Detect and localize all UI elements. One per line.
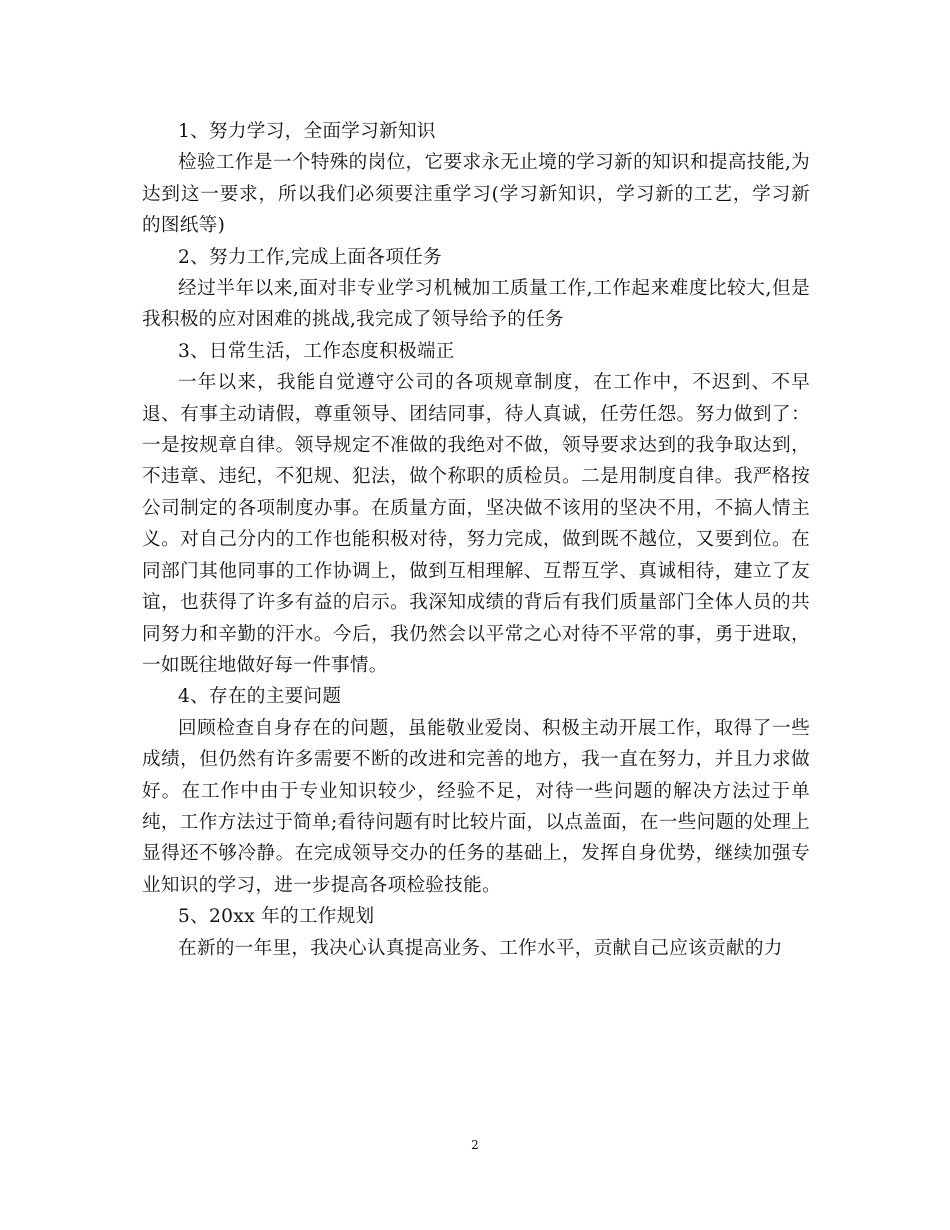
page-number: 2 [471,1138,479,1152]
section-heading-1: 1、努力学习，全面学习新知识 [178,121,436,142]
section-heading-3: 3、日常生活，工作态度积极端正 [178,340,455,362]
body-paragraph-1: 检验工作是一个特殊的岗位，它要求永无止境的学习新的知识和提高技能,为达到这一要求，所以我们必须要注重学习(学习新知识，学习新的工艺，学习新的图纸等) [142,152,810,237]
body-paragraph-3: 一年以来，我能自觉遵守公司的各项规章制度，在工作中，不迟到、不早退、有事主动请假，尊重领导、团结同事，待人真诚，任劳任怨。努力做到了：一是按规章自律。领导规定不准做的我绝对不做，领导要求达到的我争取达到，不违章、违纪，不犯规、犯法，做个称职的质检员。二是用制度自律。我严格按公司制定的各项制度办事。在质量方面，坚决做不该用的坚决不用，不搞人情主义。对自己分内的工作也能积极对待，努力完成，做到既不越位，又要到位。在同部门其他同事的工作协调上，做到互相理解、互帮互学、真诚相待，建立了友谊，也获得了许多有益的启示。我深知成绩的背后有我们质量部门全体人员的共同努力和辛勤的汗水。今后，我仍然会以平常之心对待不平常的事，勇于进取，一如既往地做好每一件事情。 [142,372,810,676]
body-paragraph-4: 回顾检查自身存在的问题，虽能敬业爱岗、积极主动开展工作，取得了一些成绩，但仍然有许多需要不断的改进和完善的地方，我一直在努力，并且力求做好。在工作中由于专业知识较少，经验不足，对待一些问题的解决方法过于单纯，工作方法过于简单;看待问题有时比较片面，以点盖面，在一些问题的处理上显得还不够冷静。在完成领导交办的任务的基础上，发挥自身优势，继续加强专业知识的学习，进一步提高各项检验技能。 [142,717,810,896]
document-body [142,116,810,964]
section-heading-2: 2、努力工作,完成上面各项任务 [178,246,442,268]
body-paragraph-2: 经过半年以来,面对非专业学习机械加工质量工作,工作起来难度比较大,但是我积极的应对困难的挑战,我完成了领导给予的任务 [142,278,810,331]
section-heading-4: 4、存在的主要问题 [178,686,342,708]
body-paragraph-5: 在新的一年里，我决心认真提高业务、工作水平，贡献自己应该贡献的力 [178,937,783,959]
section-heading-5: 5、20xx 年的工作规划 [178,906,375,928]
